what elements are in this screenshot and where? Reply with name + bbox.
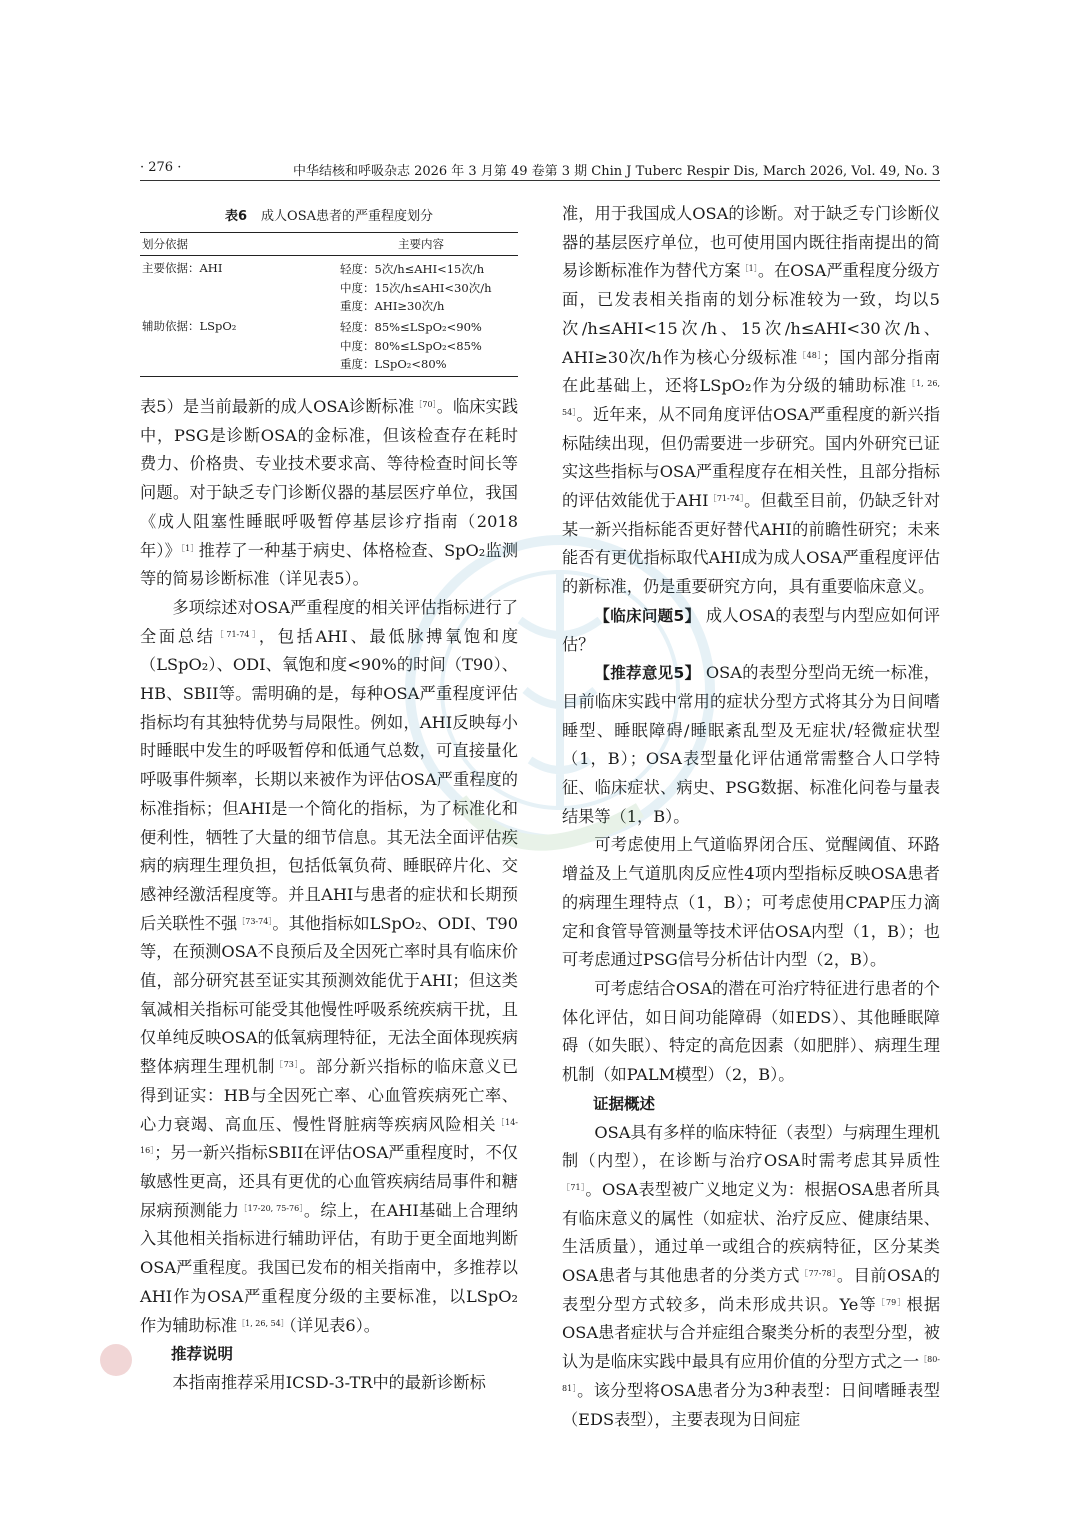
table-row-values [340, 318, 482, 374]
question-label: 【临床问题5】 [594, 606, 701, 625]
table-body [140, 256, 518, 377]
table-label: 表6 [225, 209, 248, 224]
right-column [562, 200, 940, 1434]
citation-ref: ［71-74］ [708, 494, 745, 504]
citation-ref: ［73-74］ [237, 916, 273, 926]
section-heading: 证据概述 [593, 1094, 656, 1113]
left-column [140, 393, 518, 1398]
table-header-row [140, 232, 518, 256]
table-caption [140, 205, 518, 224]
table-cell: 重度：LSpO₂<80% [340, 357, 447, 371]
citation-ref: ［70］ [414, 400, 437, 409]
citation-ref: ［80-81］ [562, 1355, 941, 1393]
citation-ref: ［17-20, 75-76］ [239, 1203, 304, 1213]
recommendation-label: 【推荐意见5】 [594, 664, 701, 683]
citation-ref: ［1, 26, 54］ [237, 1318, 289, 1328]
paragraph: 可考虑结合OSA的潜在可治疗特征进行患者的个体化评估，如日间功能障碍（如EDS）、其他睡眠障碍（如失眠）、特定的高危因素（如肥胖）、病理生理机制（如PALM模型）（2，B）。 [562, 978, 940, 1085]
citation-ref: ［77-78］ [799, 1269, 837, 1279]
page-number: · 276 · [140, 160, 182, 175]
table-cell: 中度：15次/h≤AHI<30次/h [340, 280, 492, 295]
table-6 [140, 205, 518, 377]
table-cell: 轻度：5次/h≤AHI<15次/h [340, 262, 485, 276]
table-col-content: 主要内容 [398, 237, 444, 251]
table-title: 成人OSA患者的严重程度划分 [261, 209, 433, 224]
table-cell: 中度：80%≤LSpO₂<85% [340, 338, 482, 353]
citation-ref: ［1］ [740, 264, 758, 274]
citation-ref: ［1, 26, 54］ [562, 379, 940, 417]
clinical-question: 【临床问题5】 成人OSA的表型与内型应如何评估？ [562, 605, 940, 654]
citation-ref: ［79］ [876, 1297, 907, 1307]
citation-ref: ［14-16］ [140, 1117, 518, 1156]
paragraph: 本指南推荐采用ICSD-3-TR中的最新诊断标 [172, 1372, 486, 1392]
section-heading: 推荐说明 [171, 1345, 234, 1364]
publisher-logo [100, 1340, 460, 1380]
paragraph: 多项综述对OSA严重程度的相关评估指标进行了全面总结$^{[71-74]}$，包括AHI、最低脉搏氧饱和度（LSpO₂）、ODI、氧饱和度<90%的时间（T90）、HB、SBII等。需明确的是，每种OSA严重程度评估指标均有其独特优势与局限性。例如，AHI反映每小时睡眠中发生的呼吸暂停和低通气总数，可直接量化呼吸事件频率，长期以来被作为评估OSA严重程度的标准指标；但AHI是一个简化的指标，为了标准化和便利性，牺牲了大量的细节信息。其无法全面评估疾病的病理生理负担，包括低氧负荷、睡眠碎片化、交感神经激活程度等。并且AHI与患者的症状和长期预后关联性不强$^{[73-74]}$。其他指标如LSpO₂、ODI、T90等，在预测OSA不良预后及全因死亡率时具有临床价值，部分研究甚至证实其预测效能优于AHI；但这类氧减相关指标可能受其他慢性呼吸系统疾病干扰，且仅单纯反映OSA的低氧病理特征，无法全面体现疾病整体病理生理机制$^{[73]}$。部分新兴指标的临床意义已得到证实：HB与全因死亡率、心血管疾病死亡率、心力衰竭、高血压、慢性肾脏病等疾病风险相关$^{[14-16]}$；另一新兴指标SBII在评估OSA严重程度时，不仅敏感性更高，还具有更优的心血管疾病结局事件和糖尿病预测能力$^{[17-20, 75-76]}$。综上，在AHI基础上合理纳入其他相关指标进行辅助评估，有助于更全面地判断OSA严重程度。我国已发布的相关指南中，多推荐以AHI作为OSA严重程度分级的主要标准，以LSpO₂作为辅助标准$^{[1, 26, 54]}$（详见表6）。 [140, 597, 519, 1335]
table-cell: 轻度：85%≤LSpO₂<90% [340, 320, 482, 334]
table-row-key: 辅助依据：LSpO₂ [142, 319, 237, 333]
paragraph: 表5）是当前最新的成人OSA诊断标准$^{[70]}$。临床实践中，PSG是诊断OSA的金标准，但该检查存在耗时费力、价格贵、专业技术要求高、等待检查时间长等问题。对于缺乏专门诊断仪器的基层医疗单位，我国《成人阻塞性睡眠呼吸暂停基层诊疗指南（2018年）》$^{[1]}$推荐了一种基于病史、体格检查、SpO₂监测等的简易诊断标准（详见表5）。 [140, 397, 519, 589]
citation-ref: ［73］ [275, 1060, 300, 1070]
paragraph: 准，用于我国成人OSA的诊断。对于缺乏专门诊断仪器的基层医疗单位，也可使用国内既往指南提出的简易诊断标准作为替代方案$^{[1]}$。在OSA严重程度分级方面，已发表相关指南的划分标准较为一致，均以5次/h≤AHI<15次/h、15次/h≤AHI<30次/h、AHI≥30次/h作为核心分级标准$^{[48]}$；国内部分指南在此基础上，还将LSpO₂作为分级的辅助标准$^{[1, 26, 54]}$。近年来，从不同角度评估OSA严重程度的新兴指标陆续出现，但仍需要进一步研究。国内外研究已证实这些指标与OSA严重程度存在相关性，且部分指标的评估效能优于$AHI^{[71-74]}$。但截至目前，仍缺乏针对某一新兴指标能否更好替代AHI的前瞻性研究；未来能否有更优指标取代AHI成为成人OSA严重程度评估的新标准，仍是重要研究方向，具有重要临床意义。 [562, 204, 941, 597]
paragraph: OSA具有多样的临床特征（表型）与病理生理机制（内型），在诊断与治疗OSA时需考虑其异质性$^{[71]}$。OSA表型被广义地定义为：根据OSA患者所具有临床意义的属性（如症状、治疗反应、健康结果、生活质量），通过单一或组合的疾病特征，区分某类OSA患者与其他患者的分类方式$^{[77-78]}$。目前OSA的表型分型方式较多，尚未形成共识。Ye等$^{[79]}$根据OSA患者症状与合并症组合聚类分析的表型分型，被认为是临床实践中最具有应用价值的分型方式之一$^{[80-81]}$。该分型将OSA患者分为3种表型：日间嗜睡表型（EDS表型），主要表现为日间症 [562, 1122, 941, 1429]
paragraph: 可考虑使用上气道临界闭合压、觉醒阈值、环路增益及上气道肌肉反应性4项内型指标反映OSA患者的病理生理特点（1，B）；可考虑使用CPAP压力滴定和食管导管测量等技术评估OSA内型（1，B）；也可考虑通过PSG信号分析估计内型（2，B）。 [562, 835, 940, 970]
table-cell: 重度：AHI≥30次/h [340, 299, 445, 313]
citation-ref: ［48］ [797, 350, 823, 360]
table-col-basis: 划分依据 [142, 237, 188, 251]
table-row-key: 主要依据：AHI [142, 261, 223, 275]
citation-ref: ［71-74］ [215, 629, 259, 639]
recommendation: 【推荐意见5】 OSA的表型分型尚无统一标准，目前临床实践中常用的症状分型方式将其分为日间嗜睡型、睡眠障碍/睡眠紊乱型及无症状/轻微症状型（1，B）；OSA表型量化评估通常需整合人口学特征、临床症状、病史、PSG数据、标准化问卷与量表结果等（1，B）。 [562, 663, 940, 826]
running-header [140, 158, 940, 181]
citation-ref: ［71］ [562, 1182, 586, 1192]
citation-ref: ［1］ [181, 543, 199, 553]
publisher-flower-icon [100, 1344, 132, 1376]
journal-citation: 中华结核和呼吸杂志 2026 年 3 月第 49 卷第 3 期 Chin J Tuberc Respir Dis, March 2026, Vol. 49, No. 3 [292, 164, 940, 179]
table-row-values [340, 260, 491, 316]
